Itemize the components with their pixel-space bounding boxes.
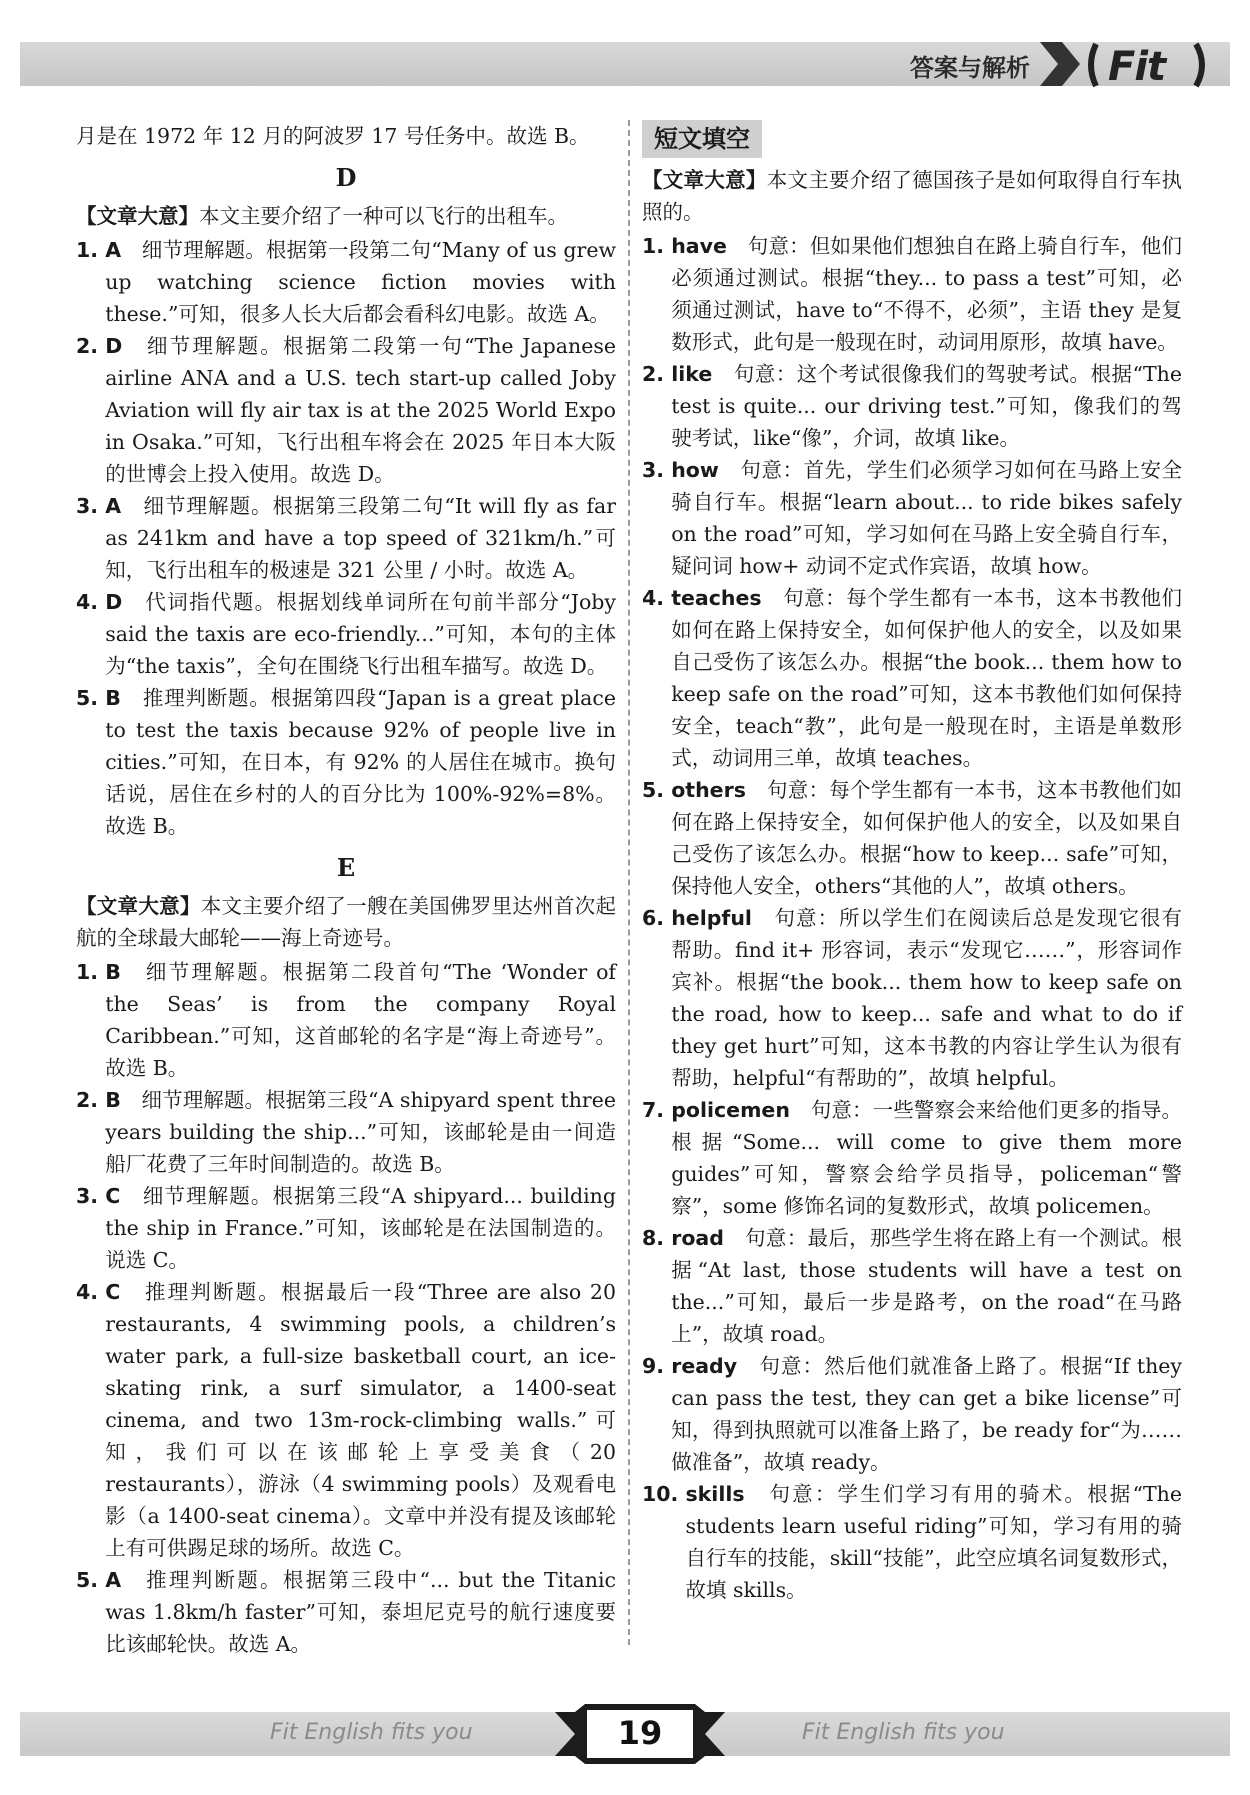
answer-item <box>76 1564 616 1660</box>
footer-slogan-right: Fit English fits you <box>802 1720 1005 1745</box>
item-answer: B <box>105 686 121 710</box>
answer-item <box>76 1084 616 1180</box>
item-answer: teaches <box>671 586 762 610</box>
item-answer: A <box>105 494 122 518</box>
item-number: 7. <box>642 1098 672 1122</box>
logo-mark <box>1086 38 1216 92</box>
item-number: 9. <box>642 1354 672 1378</box>
column-divider <box>628 120 630 1645</box>
item-explanation: 句意：每个学生都有一本书，这本书教他们如何在路上保持安全，如何保护他人的安全，以及如果自己受伤了该怎么办。根据“how to keep... safe”可知，保持他人安全，others“其他的人”，故填 others。 <box>671 778 1182 898</box>
summary-text: 本文主要介绍了一艘在美国佛罗里达州首次起航的全球最大邮轮——海上奇迹号。 <box>76 894 617 950</box>
footer-slogan-left: Fit English fits you <box>270 1720 473 1745</box>
item-explanation: 细节理解题。根据第三段第二句“It will fly as far as 241km and have a top speed of 321km/h.”可知，飞行出租车的极速是 321 公里 / 小时。故选 A。 <box>105 494 616 582</box>
item-answer: helpful <box>671 906 752 930</box>
item-answer: ready <box>671 1354 738 1378</box>
item-answer: A <box>105 238 122 262</box>
item-number: 2. <box>642 362 672 386</box>
header-label: 答案与解析 <box>910 54 1030 82</box>
item-explanation: 句意：每个学生都有一本书，这本书教他们如何在路上保持安全，如何保护他人的安全，以及如果自己受伤了该怎么办。根据“the book... them how to keep safe on the road”可知，这本书教他们如何保持安全，teach“教”，此句是一般现在时，主语是单数形式，动词用三单，故填 teaches。 <box>671 586 1182 770</box>
item-answer: B <box>105 960 121 984</box>
item-number: 2. <box>76 1088 106 1112</box>
item-explanation: 细节理解题。根据第二段第一句“The Japanese airline ANA and a U.S. tech start-up called Joby Aviation will fly air tax is at the 2025 World Expo in Osaka.”可知，飞行出租车将会在 2025 年日本大阪的世博会上投入使用。故选 D。 <box>105 334 616 486</box>
item-number: 8. <box>642 1226 672 1250</box>
answer-item <box>642 358 1182 454</box>
item-number: 5. <box>76 686 106 710</box>
item-explanation: 细节理解题。根据第三段“A shipyard spent three years building the ship...”可知，该邮轮是由一间造船厂花费了三年时间制造的。故选 B。 <box>105 1088 616 1176</box>
answer-item <box>642 774 1182 902</box>
section-title: 短文填空 <box>642 120 762 158</box>
item-explanation: 推理判断题。根据第四段“Japan is a great place to test the taxis because 92% of people live in cities.”可知，在日本，有 92% 的人居住在城市。换句话说，居住在乡村的人的百分比为 100%-92%=8%。故选 B。 <box>105 686 616 838</box>
left-column <box>76 120 616 1660</box>
item-answer: others <box>671 778 746 802</box>
item-answer: road <box>671 1226 724 1250</box>
summary-text: 本文主要介绍了一种可以飞行的出租车。 <box>199 204 568 228</box>
item-explanation: 细节理解题。根据第一段第二句“Many of us grew up watching science fiction movies with these.”可知，很多人长大后都会看科幻电影。故选 A。 <box>105 238 616 326</box>
item-number: 3. <box>76 1184 106 1208</box>
answer-item <box>642 1350 1182 1478</box>
cloze-summary <box>642 164 1182 228</box>
item-answer: have <box>671 234 727 258</box>
item-explanation: 句意：所以学生们在阅读后总是发现它很有帮助。find it+ 形容词，表示“发现它……”，形容词作宾补。根据“the book... them how to keep safe on the road, how to keep... safe and what to do if they get hurt”可知，这本书教的内容让学生认为很有帮助，helpful“有帮助的”，故填 helpful。 <box>671 906 1182 1090</box>
item-number: 1. <box>76 960 106 984</box>
page-number: 19 <box>617 1714 663 1752</box>
page-number-badge <box>555 1704 725 1764</box>
answer-item <box>76 586 616 682</box>
item-number: 5. <box>76 1568 106 1592</box>
footer-bar <box>20 1712 1230 1756</box>
item-number: 6. <box>642 906 672 930</box>
item-explanation: 句意：一些警察会来给他们更多的指导。根据“Some... will come to give them more guides”可知，警察会给学员指导，policeman“警察”，some 修饰名词的复数形式，故填 policemen。 <box>671 1098 1182 1218</box>
item-explanation: 句意：然后他们就准备上路了。根据“If they can pass the test, they can get a bike license”可知，得到执照就可以准备上路了，be ready for“为……做准备”，故填 ready。 <box>671 1354 1182 1474</box>
item-answer: D <box>105 334 123 358</box>
item-answer: skills <box>685 1482 745 1506</box>
answer-item <box>642 582 1182 774</box>
item-number: 1. <box>642 234 672 258</box>
item-number: 4. <box>76 1280 106 1304</box>
summary-tag: 【文章大意】 <box>76 204 199 228</box>
item-answer: B <box>105 1088 121 1112</box>
section-e-summary <box>76 890 616 954</box>
section-d-heading: D <box>335 163 357 192</box>
item-number: 3. <box>76 494 106 518</box>
item-explanation: 推理判断题。根据最后一段“Three are also 20 restaurants, 4 swimming pools, a children’s water park, a full-size basketball court, an ice-skating rink, a surf simulator, a 1400-seat cinema, and two 13m-rock-climbing walls.”可知，我们可以在该邮轮上享受美食（20 restaurants），游泳（4 swimming pools）及观看电影（a 1400-seat cinema）。文章中并没有提及该邮轮上有可供踢足球的场所。故选 C。 <box>105 1280 616 1560</box>
section-d-summary <box>76 200 616 232</box>
section-e-heading: E <box>336 853 356 882</box>
item-number: 1. <box>76 238 106 262</box>
answer-item <box>642 902 1182 1094</box>
answer-item <box>76 330 616 490</box>
answer-item <box>76 234 616 330</box>
item-explanation: 推理判断题。根据第三段中“... but the Titanic was 1.8km/h faster”可知，泰坦尼克号的航行速度要比该邮轮快。故选 A。 <box>105 1568 616 1656</box>
item-answer: C <box>105 1184 121 1208</box>
summary-tag: 【文章大意】 <box>642 168 767 192</box>
item-explanation: 句意：这个考试很像我们的驾驶考试。根据“The test is quite... our driving test.”可知，像我们的驾驶考试，like“像”，介词，故填 like。 <box>671 362 1182 450</box>
answer-item <box>76 1180 616 1276</box>
item-answer: C <box>105 1280 121 1304</box>
item-explanation: 句意：但如果他们想独自在路上骑自行车，他们必须通过测试。根据“they... to pass a test”可知，必须通过测试，have to“不得不，必须”，主语 they 是复数形式，此句是一般现在时，动词用原形，故填 have。 <box>671 234 1182 354</box>
item-number: 2. <box>76 334 106 358</box>
answer-item <box>642 454 1182 582</box>
answer-item <box>642 1478 1182 1606</box>
item-explanation: 句意：学生们学习有用的骑术。根据“The students learn useful riding”可知，学习有用的骑自行车的技能，skill“技能”，此空应填名词复数形式，故填 skills。 <box>685 1482 1182 1602</box>
answer-item <box>76 682 616 842</box>
item-explanation: 句意：首先，学生们必须学习如何在马路上安全骑自行车。根据“learn about... to ride bikes safely on the road”可知，学习如何在马路上安全骑自行车，疑问词 how+ 动词不定式作宾语，故填 how。 <box>671 458 1182 578</box>
item-answer: A <box>105 1568 122 1592</box>
item-answer: how <box>671 458 719 482</box>
item-answer: D <box>105 590 123 614</box>
answer-item <box>76 490 616 586</box>
answer-item <box>642 1094 1182 1222</box>
item-answer: like <box>671 362 713 386</box>
svg-text:Fit: Fit <box>1108 44 1166 90</box>
item-explanation: 句意：最后，那些学生将在路上有一个测试。根据“At last, those students will have a test on the...”可知，最后一步是路考，on the road“在马路上”，故填 road。 <box>671 1226 1182 1346</box>
item-number: 3. <box>642 458 672 482</box>
item-number: 4. <box>642 586 672 610</box>
answer-item <box>642 230 1182 358</box>
item-number: 4. <box>76 590 106 614</box>
header-bar <box>20 42 1230 90</box>
answer-item <box>642 1222 1182 1350</box>
item-answer: policemen <box>671 1098 790 1122</box>
brand-logo <box>1086 38 1216 92</box>
chevron-right-icon <box>1040 42 1080 86</box>
intro-line: 月是在 1972 年 12 月的阿波罗 17 号任务中。故选 B。 <box>76 124 590 148</box>
item-explanation: 细节理解题。根据第三段“A shipyard... building the ship in France.”可知，该邮轮是在法国制造的。说选 C。 <box>105 1184 616 1272</box>
item-number: 5. <box>642 778 672 802</box>
answer-item <box>76 1276 616 1564</box>
summary-text: 本文主要介绍了德国孩子是如何取得自行车执照的。 <box>642 168 1183 224</box>
summary-tag: 【文章大意】 <box>76 894 201 918</box>
item-explanation: 代词指代题。根据划线单词所在句前半部分“Joby said the taxis are eco-friendly...”可知，本句的主体为“the taxis”，全句在围绕飞行出租车描写。故选 D。 <box>105 590 616 678</box>
item-explanation: 细节理解题。根据第二段首句“The ‘Wonder of the Seas’ is from the company Royal Caribbean.”可知，这首邮轮的名字是“海上奇迹号”。故选 B。 <box>105 960 616 1080</box>
answer-item <box>76 956 616 1084</box>
right-column <box>642 120 1182 1606</box>
item-number: 10. <box>642 1482 686 1506</box>
